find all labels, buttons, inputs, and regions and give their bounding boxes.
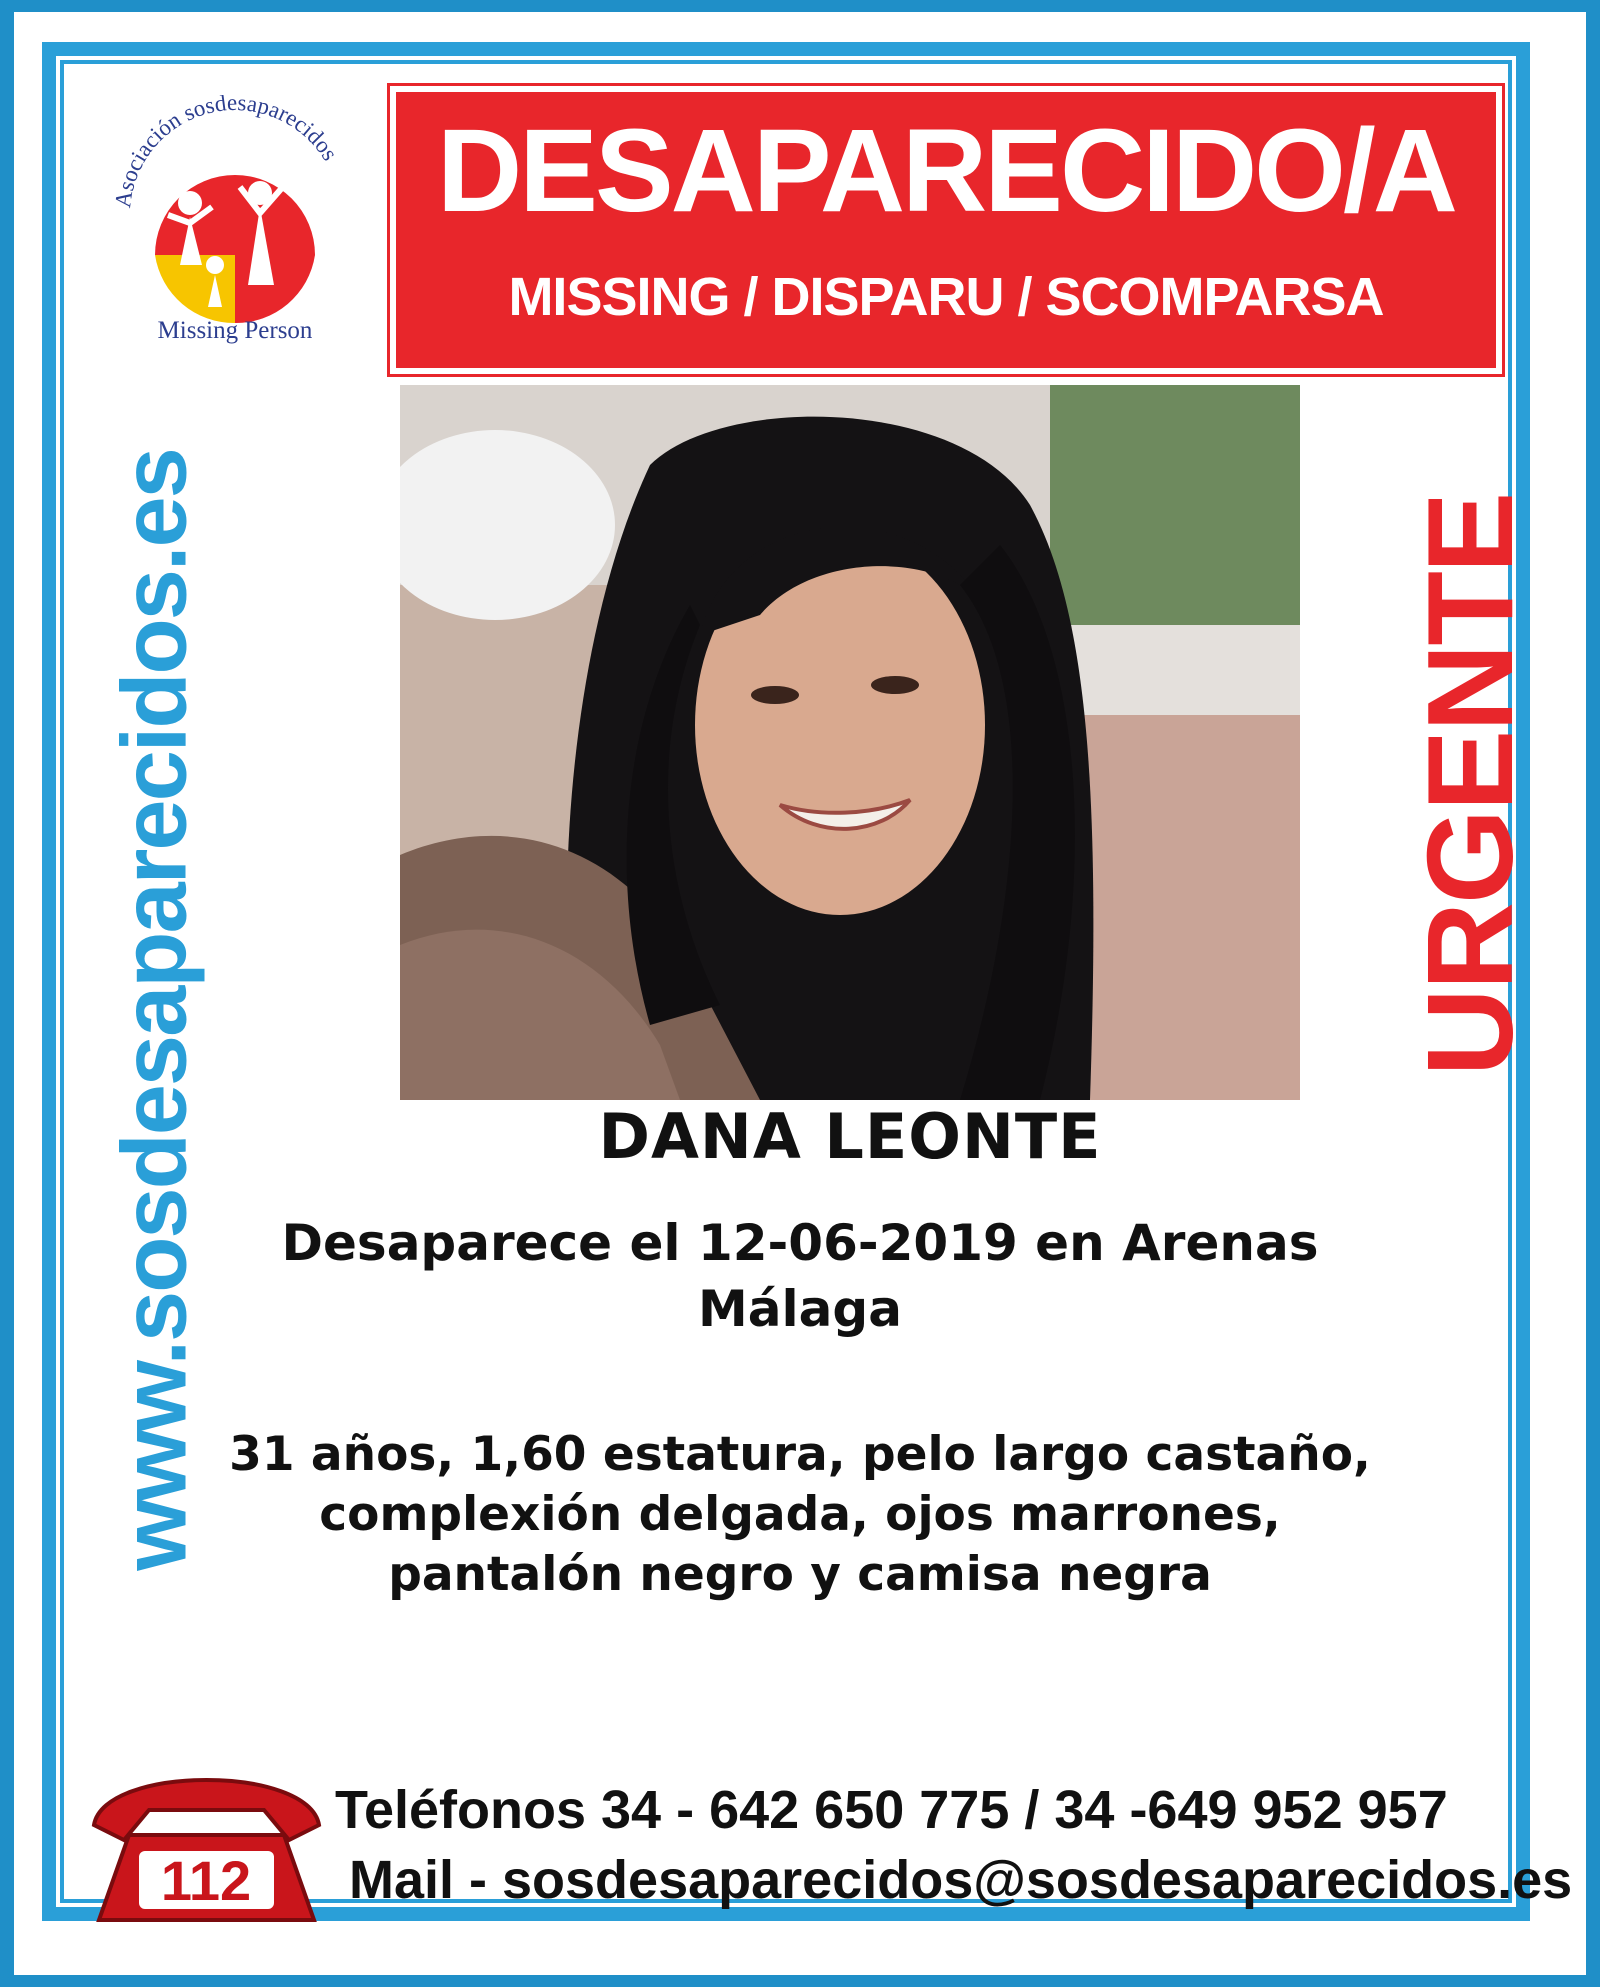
contact-mail: Mail - sosdesaparecidos@sosdesaparecidos.es	[349, 1850, 1573, 1910]
person-photo	[400, 385, 1300, 1100]
disappearance-date-place: Desaparece el 12-06-2019 en Arenas	[281, 1214, 1319, 1272]
telephone-icon	[84, 1755, 329, 1925]
contact-info	[335, 1775, 1573, 1915]
header-banner	[390, 86, 1502, 374]
banner-subtitle: MISSING / DISPARU / SCOMPARSA	[508, 267, 1384, 327]
description-line: pantalón negro y camisa negra	[388, 1547, 1212, 1602]
description-line: complexión delgada, ojos marrones,	[319, 1487, 1281, 1542]
person-name: DANA LEONTE	[598, 1100, 1102, 1173]
description-line: 31 años, 1,60 estatura, pelo largo castaño,	[229, 1427, 1371, 1482]
website-url: www.sosdesaparecidos.es	[103, 449, 206, 1571]
person-description	[150, 1425, 1450, 1605]
association-logo	[90, 95, 380, 365]
urgent-label: URGENTE	[1402, 493, 1538, 1077]
logo-emblem-icon	[90, 95, 380, 325]
disappearance-province: Málaga	[698, 1280, 902, 1338]
logo-arc-text: Asociación sosdesaparecidos	[110, 95, 343, 210]
banner-title: DESAPARECIDO/A	[437, 105, 1455, 237]
contact-phones: Teléfonos 34 - 642 650 775 / 34 -649 952 957	[335, 1780, 1448, 1840]
logo-caption: Missing Person	[157, 317, 313, 344]
emergency-number: 112	[160, 1849, 252, 1912]
disappearance-info	[150, 1210, 1450, 1342]
